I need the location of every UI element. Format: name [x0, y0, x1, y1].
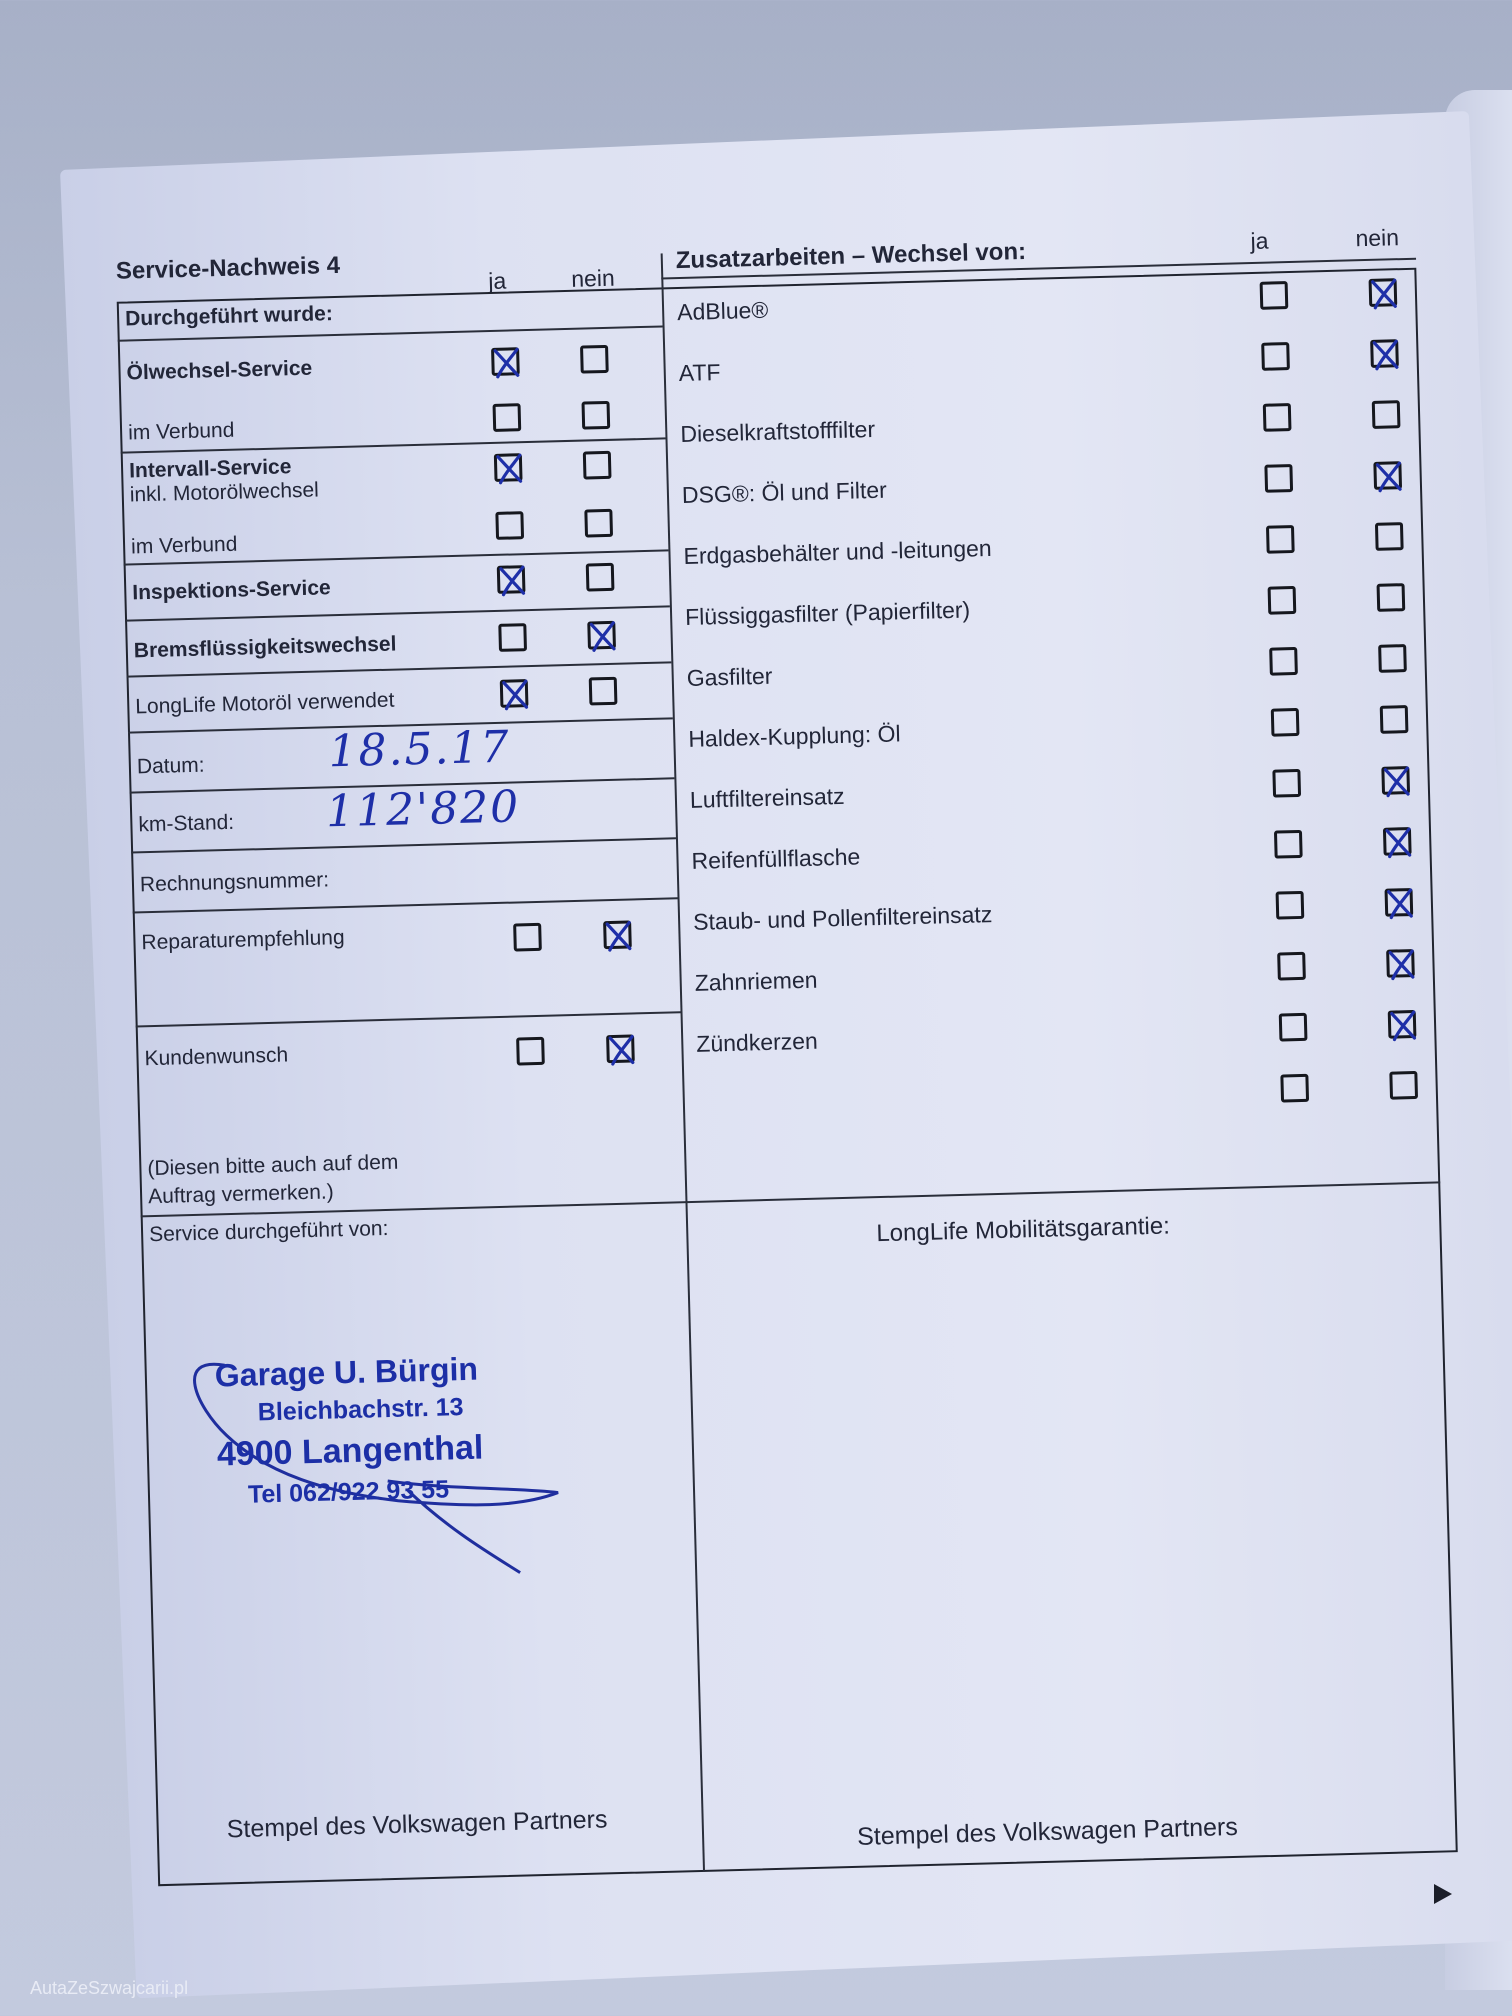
row-sublabel-intervall: inkl. Motorölwechsel	[129, 478, 320, 507]
handwritten-x-mark	[488, 344, 525, 381]
checkbox-inspektion-nein[interactable]	[586, 563, 615, 592]
handwritten-x-mark	[491, 450, 528, 487]
checkbox-reifenfüllflasche-ja[interactable]	[1274, 830, 1303, 859]
service-booklet-page	[60, 111, 1512, 1998]
checkbox-longlife-oel-ja[interactable]	[500, 679, 529, 708]
right-row-label-adblue: AdBlue®	[676, 296, 769, 326]
checkbox-oelwechsel-nein[interactable]	[580, 345, 609, 374]
checkbox-bremsfluessigkeit-ja[interactable]	[498, 623, 527, 652]
checkbox-im-verbund-1-ja[interactable]	[493, 403, 522, 432]
kundenwunsch-label: Kundenwunsch	[144, 1043, 289, 1071]
checkbox-erdgasbehälter-und-leitungen-nein[interactable]	[1375, 522, 1404, 551]
checkbox-dsg-öl-und-filter-ja[interactable]	[1264, 464, 1293, 493]
checkbox-im-verbund-1-nein[interactable]	[581, 401, 610, 430]
form-frame	[117, 268, 1458, 1886]
checkbox-haldex-kupplung-öl-ja[interactable]	[1271, 708, 1300, 737]
right-row-label-dsg-öl-und-filter: DSG®: Öl und Filter	[681, 476, 888, 508]
right-col-nein-header: nein	[1355, 224, 1400, 252]
checkbox-kunden-ja[interactable]	[516, 1037, 545, 1066]
handwritten-x-mark	[1365, 275, 1402, 312]
watermark: AutaZeSzwajcarii.pl	[30, 1978, 189, 1998]
left-section-header: Durchgeführt wurde:	[124, 302, 334, 331]
handwritten-x-mark	[1370, 458, 1407, 495]
stamp-line1: Garage U. Bürgin	[214, 1350, 479, 1394]
right-stamp-caption: Stempel des Volkswagen Partners	[856, 1812, 1239, 1851]
checkbox-dieselkraftstofffilter-nein[interactable]	[1372, 400, 1401, 429]
right-row-label-atf: ATF	[678, 358, 721, 387]
right-row-label-gasfilter: Gasfilter	[686, 662, 773, 691]
right-row-label-haldex-kupplung-öl: Haldex-Kupplung: Öl	[688, 720, 901, 752]
handwritten-x-mark	[1383, 946, 1420, 983]
right-row-label-flüssiggasfilter-papierfilter: Flüssiggasfilter (Papierfilter)	[684, 596, 971, 630]
service-record-form	[115, 213, 1468, 1897]
checkbox-flüssiggasfilter-papierfilter-ja[interactable]	[1268, 586, 1297, 615]
handwritten-x-mark	[494, 562, 531, 599]
left-col-ja-header: ja	[487, 267, 507, 294]
row-label-bremsfluessigkeit: Bremsflüssigkeitswechsel	[133, 632, 397, 663]
checkbox-im-verbund-2-nein[interactable]	[584, 509, 613, 538]
handwritten-x-mark	[1381, 885, 1418, 922]
checkbox-atf-nein[interactable]	[1370, 339, 1399, 368]
right-row-label-luftfiltereinsatz: Luftfiltereinsatz	[689, 782, 845, 813]
checkbox-zündkerzen-ja[interactable]	[1279, 1013, 1308, 1042]
right-section-header: Zusatzarbeiten – Wechsel von:	[675, 237, 1027, 275]
row-label-im-verbund-1: im Verbund	[127, 418, 235, 445]
km-stand-label: km-Stand:	[138, 810, 235, 837]
left-stamp-caption: Stempel des Volkswagen Partners	[226, 1805, 608, 1844]
right-row-label-erdgasbehälter-und-leitungen: Erdgasbehälter und -leitungen	[683, 534, 992, 569]
handwritten-x-mark	[600, 917, 637, 954]
row-label-inspektion: Inspektions-Service	[132, 576, 332, 605]
checkbox-flüssiggasfilter-papierfilter-nein[interactable]	[1377, 583, 1406, 612]
handwritten-x-mark	[1385, 1007, 1422, 1044]
row-label-oelwechsel: Ölwechsel-Service	[126, 356, 313, 385]
stamp-line4: Tel 062/922 93 55	[247, 1475, 450, 1509]
guarantee-label: LongLife Mobilitätsgarantie:	[876, 1212, 1171, 1248]
right-row-label-dieselkraftstofffilter: Dieselkraftstofffilter	[680, 415, 876, 448]
checkbox-gasfilter-nein[interactable]	[1378, 644, 1407, 673]
handwritten-x-mark	[497, 676, 534, 713]
reparaturempfehlung-label: Reparaturempfehlung	[141, 925, 345, 955]
handwritten-x-mark	[1367, 336, 1404, 373]
checkbox-inspektion-ja[interactable]	[497, 565, 526, 594]
checkbox-adblue-nein[interactable]	[1369, 278, 1398, 307]
checkbox-luftfiltereinsatz-ja[interactable]	[1272, 769, 1301, 798]
left-col-nein-header: nein	[570, 264, 616, 292]
right-row-label-zahnriemen: Zahnriemen	[694, 966, 818, 996]
handwritten-x-mark	[584, 618, 621, 655]
right-row-label-staub-und-pollenfiltereinsatz: Staub- und Pollenfiltereinsatz	[692, 901, 993, 935]
right-row-label-reifenfüllflasche: Reifenfüllflasche	[691, 843, 861, 874]
checkbox-luftfiltereinsatz-nein[interactable]	[1381, 766, 1410, 795]
next-page-arrow-icon[interactable]	[1434, 1884, 1452, 1904]
row-label-longlife-oel: LongLife Motoröl verwendet	[135, 688, 395, 719]
checkbox-zahnriemen-ja[interactable]	[1277, 952, 1306, 981]
km-stand-handwritten-value[interactable]: 112'820	[325, 781, 521, 838]
checkbox-zündkerzen-nein[interactable]	[1388, 1010, 1417, 1039]
stamp-line3: 4900 Langenthal	[216, 1428, 484, 1474]
form-title: Service-Nachweis 4	[115, 251, 341, 285]
right-row-label-zündkerzen: Zündkerzen	[696, 1027, 819, 1057]
checkbox-dsg-öl-und-filter-nein[interactable]	[1373, 461, 1402, 490]
row-label-im-verbund-2: im Verbund	[130, 532, 238, 559]
checkbox-kunden-nein[interactable]	[606, 1034, 635, 1063]
checkbox-atf-ja[interactable]	[1261, 342, 1290, 371]
checkbox-staub-und-pollenfiltereinsatz-nein[interactable]	[1385, 888, 1414, 917]
rechnungsnummer-label: Rechnungsnummer:	[139, 868, 330, 897]
checkbox-bremsfluessigkeit-nein[interactable]	[587, 621, 616, 650]
row-label-intervall: Intervall-Service	[128, 455, 292, 483]
checkbox-erdgasbehälter-und-leitungen-ja[interactable]	[1266, 525, 1295, 554]
kundenwunsch-note-line1: (Diesen bitte auch auf dem	[147, 1150, 399, 1181]
right-col-ja-header: ja	[1250, 227, 1269, 255]
kundenwunsch-note-line2: Auftrag vermerken.)	[147, 1180, 334, 1209]
checkbox-zahnriemen-nein[interactable]	[1386, 949, 1415, 978]
dealer-stamp	[184, 1335, 630, 1586]
checkbox-haldex-kupplung-öl-nein[interactable]	[1380, 705, 1409, 734]
checkbox-oelwechsel-ja[interactable]	[491, 347, 520, 376]
checkbox-longlife-oel-nein[interactable]	[589, 677, 618, 706]
checkbox-reparatur-ja[interactable]	[513, 923, 542, 952]
checkbox-dieselkraftstofffilter-ja[interactable]	[1263, 403, 1292, 432]
datum-label: Datum:	[136, 753, 205, 779]
checkbox-gasfilter-ja[interactable]	[1269, 647, 1298, 676]
checkbox-empty-13-ja[interactable]	[1280, 1074, 1309, 1103]
checkbox-adblue-ja[interactable]	[1260, 281, 1289, 310]
checkbox-reifenfüllflasche-nein[interactable]	[1383, 827, 1412, 856]
service-by-label: Service durchgeführt von:	[148, 1216, 389, 1247]
checkbox-staub-und-pollenfiltereinsatz-ja[interactable]	[1276, 891, 1305, 920]
checkbox-reparatur-nein[interactable]	[603, 920, 632, 949]
handwritten-x-mark	[603, 1031, 640, 1068]
checkbox-intervall-ja[interactable]	[494, 453, 523, 482]
stamp-line2: Bleichbachstr. 13	[257, 1393, 464, 1427]
datum-handwritten-value[interactable]: 18.5.17	[327, 721, 512, 778]
checkbox-im-verbund-2-ja[interactable]	[495, 511, 524, 540]
checkbox-empty-13-nein[interactable]	[1389, 1071, 1418, 1100]
checkbox-intervall-nein[interactable]	[583, 451, 612, 480]
handwritten-x-mark	[1380, 824, 1417, 861]
handwritten-x-mark	[1378, 763, 1415, 800]
